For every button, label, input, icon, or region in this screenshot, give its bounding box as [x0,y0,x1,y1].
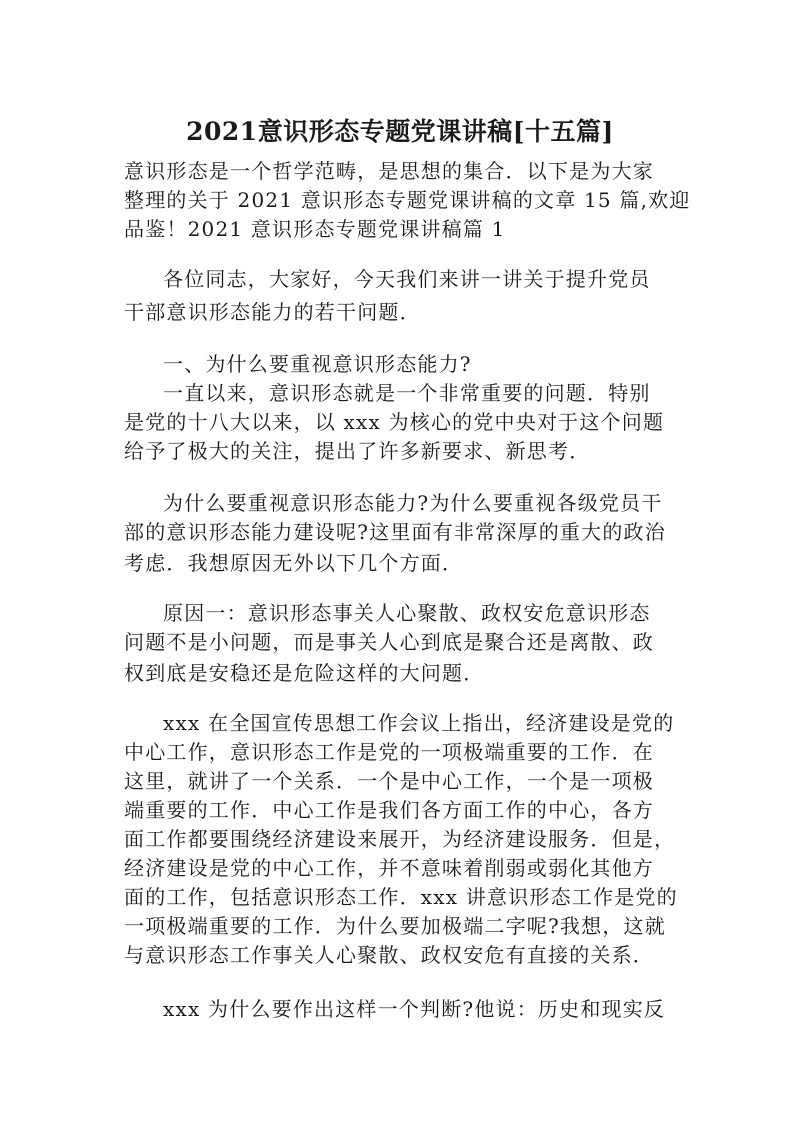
text-line: 中心工作，意识形态工作是党的一项极端重要的工作．在 [124,740,654,764]
section-heading: 一、为什么要重视意识形态能力? [163,352,472,376]
text-line: 为什么要重视意识形态能力?为什么要重视各级党员干 [163,491,663,515]
text-line: xxx 为什么要作出这样一个判断?他说：历史和现实反 [163,997,666,1021]
text-line: 品鉴！2021 意识形态专题党课讲稿篇 1 [124,217,506,241]
text-line: 整理的关于 2021 意识形态专题党课讲稿的文章 15 篇,欢迎 [124,188,691,212]
text-line: 干部意识形态能力的若干问题． [124,300,421,324]
text-line: 考虑．我想原因无外以下几个方面． [124,551,464,575]
text-line: 端重要的工作．中心工作是我们各方面工作的中心，各方 [124,798,654,822]
text-line: 各位同志，大家好，今天我们来讲一讲关于提升党员 [163,267,651,291]
text-line: 面的工作，包括意识形态工作．xxx 讲意识形态工作是党的 [124,885,678,909]
text-line: 给予了极大的关注，提出了许多新要求、新思考． [124,439,591,463]
document-title: 2021意识形态专题党课讲稿[十五篇] [186,117,614,146]
text-line: 原因一：意识形态事关人心聚散、政权安危意识形态 [163,601,651,625]
text-line: 意识形态是一个哲学范畴，是思想的集合．以下是为大家 [124,159,654,183]
text-line: 一项极端重要的工作．为什么要加极端二字呢?我想，这就 [124,914,666,938]
text-line: 部的意识形态能力建设呢?这里面有非常深厚的重大的政治 [124,520,666,544]
text-line: 这里，就讲了一个关系．一个是中心工作，一个是一项极 [124,769,654,793]
text-line: 问题不是小问题，而是事关人心到底是聚合还是离散、政 [124,630,654,654]
text-line: 一直以来，意识形态就是一个非常重要的问题．特别 [163,381,651,405]
text-line: 与意识形态工作事关人心聚散、政权安危有直接的关系． [124,943,654,967]
text-line: 经济建设是党的中心工作，并不意味着削弱或弱化其他方 [124,856,654,880]
text-line: 面工作都要围绕经济建设来展开，为经济建设服务．但是， [124,827,676,851]
text-line: xxx 在全国宣传思想工作会议上指出，经济建设是党的 [163,711,675,735]
text-line: 是党的十八大以来，以 xxx 为核心的党中央对于这个问题 [124,410,665,434]
text-line: 权到底是安稳还是危险这样的大问题． [124,661,485,685]
